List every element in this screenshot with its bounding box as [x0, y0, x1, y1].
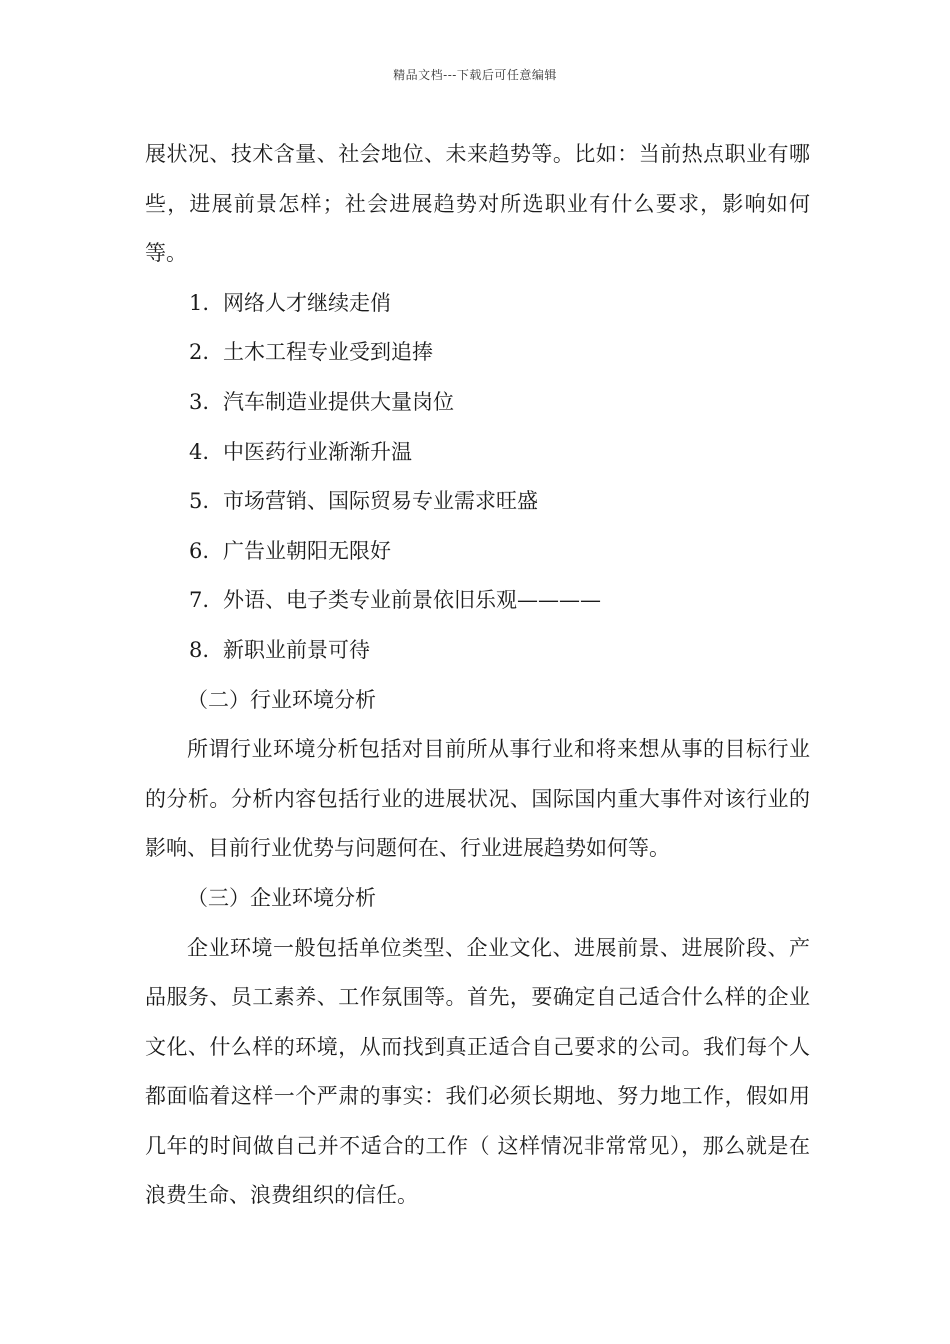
list-item-number: 4. — [189, 439, 210, 464]
list-item-number: 7. — [189, 588, 210, 613]
list-item-number: 8. — [189, 637, 210, 662]
list-item-text: 中医药行业渐渐升温 — [223, 439, 412, 464]
list-item-text: 土木工程专业受到追捧 — [223, 340, 433, 365]
list-item-text: 市场营销、国际贸易专业需求旺盛 — [223, 489, 538, 514]
industry-paragraph: 所谓行业环境分析包括对目前所从事行业和将来想从事的目标行业的分析。分析内容包括行业的进展状况、国际国内重大事件对该行业的影响、目前行业优势与问题何在、行业进展趋势如何等。 — [145, 737, 810, 861]
section-heading-industry: （二）行业环境分析 — [187, 687, 376, 712]
list-item-text: 广告业朝阳无限好 — [223, 538, 391, 563]
list-item-number: 6. — [189, 538, 210, 563]
list-item — [145, 328, 810, 378]
enterprise-paragraph: 企业环境一般包括单位类型、企业文化、进展前景、进展阶段、产品服务、员工素养、工作氛围等。首先，要确定自己适合什么样的企业文化、什么样的环境，从而找到真正适合自己要求的公司。我们每个人都面临着这样一个严肃的事实：我们必须长期地、努力地工作，假如用几年的时间做自己并不适合的工作（ 这样情况非常常见），那么就是在浪费生命、浪费组织的信任。 — [145, 935, 810, 1208]
document-body — [145, 130, 810, 1221]
list-item-number: 2. — [189, 340, 210, 365]
list-item — [145, 626, 810, 676]
list-item-text: 新职业前景可待 — [223, 637, 370, 662]
list-item-number: 5. — [189, 489, 210, 514]
list-item — [145, 527, 810, 577]
list-item-number: 1. — [189, 290, 210, 315]
list-item — [145, 428, 810, 478]
intro-paragraph: 展状况、技术含量、社会地位、未来趋势等。比如：当前热点职业有哪些，进展前景怎样；社会进展趋势对所选职业有什么要求，影响如何等。 — [145, 142, 810, 266]
list-item-number: 3. — [189, 389, 210, 414]
list-item-text: 汽车制造业提供大量岗位 — [223, 389, 454, 414]
hot-careers-list — [145, 279, 810, 676]
list-item — [145, 477, 810, 527]
list-item — [145, 378, 810, 428]
page-header-watermark: 精品文档---下载后可任意编辑 — [393, 68, 557, 82]
list-item — [145, 576, 810, 626]
list-item-text: 网络人才继续走俏 — [223, 290, 391, 315]
list-item — [145, 279, 810, 329]
section-heading-enterprise: （三）企业环境分析 — [187, 885, 376, 910]
list-item-text: 外语、电子类专业前景依旧乐观———— — [223, 588, 601, 613]
